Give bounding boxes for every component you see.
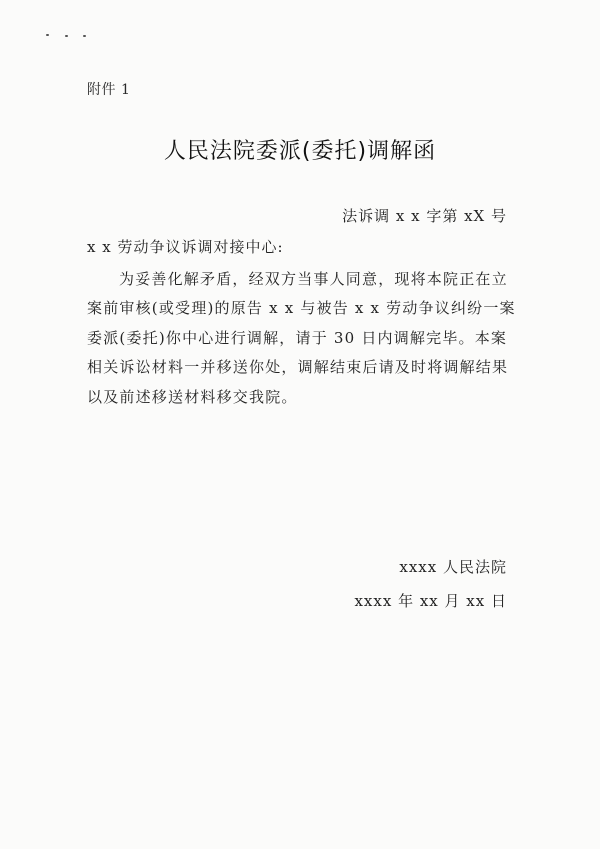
document-title: 人民法院委派(委托)调解函	[163, 139, 437, 164]
scan-dot	[83, 35, 86, 37]
scan-dot	[46, 34, 49, 36]
body-line: 委派(委托)你中心进行调解，请于 30 日内调解完毕。本案	[87, 328, 508, 347]
body-line: 相关诉讼材料一并移送你处，调解结束后请及时将调解结果	[87, 358, 509, 377]
attachment-label: 附件 1	[87, 82, 131, 98]
addressee: x x 劳动争议诉调对接中心:	[87, 238, 284, 256]
body-line: 案前审核(或受理)的原告 x x 与被告 x x 劳动争议纠纷一案	[87, 299, 516, 318]
body-paragraph	[87, 265, 516, 412]
body-line: 以及前述移送材料移交我院。	[87, 387, 298, 406]
document-number: 法诉调 x x 字第 xX 号	[342, 207, 507, 225]
body-line: 为妥善化解矛盾，经双方当事人同意，现将本院正在立	[119, 270, 508, 288]
issuing-court: xxxx 人民法院	[399, 558, 507, 576]
scan-dot	[65, 35, 68, 37]
issue-date: xxxx 年 xx 月 xx 日	[354, 592, 507, 610]
